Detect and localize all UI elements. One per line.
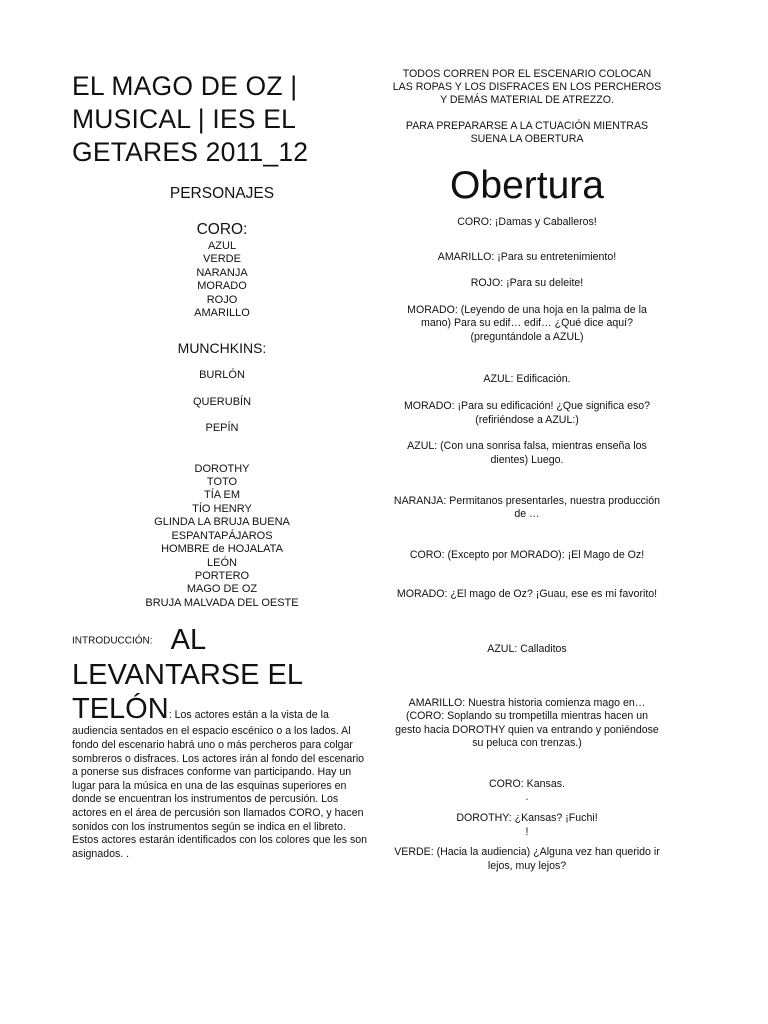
dialogue-mark: !	[525, 825, 529, 838]
obertura-heading: Obertura	[450, 164, 604, 207]
stage-direction-1: TODOS CORREN POR EL ESCENARIO COLOCAN LAS ROPAS Y LOS DISFRACES EN LOS PERCHEROS Y DEMÁS MATERIAL DE ATREZZO.	[392, 68, 662, 106]
cast-item: TÍO HENRY	[192, 502, 252, 515]
intro-heading-2: LEVANTARSE EL	[72, 659, 304, 692]
cast-item: QUERUBÍN	[192, 395, 252, 408]
others-list	[72, 463, 372, 610]
cast-item: TÍA EM	[203, 489, 241, 502]
cast-item: TOTO	[206, 476, 238, 489]
cast-item: PORTERO	[194, 569, 250, 582]
cast-item: AZUL	[207, 240, 237, 252]
intro-heading-1: AL	[170, 624, 207, 657]
cast-item: MORADO	[197, 280, 247, 293]
cast-item: BURLÓN	[199, 369, 245, 382]
dialogue-line: AZUL: Edificación.	[483, 372, 571, 385]
dialogue-line: AZUL: (Con una sonrisa falsa, mientras enseña los dientes) Luego.	[407, 440, 647, 466]
munchkins-list	[72, 369, 372, 435]
cast-item: PEPÍN	[205, 422, 239, 435]
cast-item: HOMBRE de HOJALATA	[161, 543, 283, 556]
cast-item: MAGO DE OZ	[186, 583, 258, 596]
cast-list	[72, 185, 372, 610]
dialogue-line: NARANJA: Permitanos presentarles, nuestra producción de …	[393, 494, 661, 521]
cast-item: GLINDA LA BRUJA BUENA	[154, 516, 290, 529]
right-column	[392, 68, 662, 873]
dialogue-line: CORO: Kansas.	[489, 777, 565, 790]
cast-item: BRUJA MALVADA DEL OESTE	[145, 596, 299, 609]
intro-section	[72, 624, 372, 861]
dialogue-line: AMARILLO: Nuestra historia comienza mago en…	[408, 696, 646, 709]
intro-heading-line-1	[72, 624, 372, 657]
dialogue-line: DOROTHY: ¿Kansas? ¡Fuchi!	[456, 812, 598, 825]
dialogue-line: AMARILLO: ¡Para su entretenimiento!	[437, 250, 617, 263]
dialogue-line: MORADO: ¿El mago de Oz? ¡Guau, ese es mi favorito!	[396, 588, 658, 601]
cast-item: ROJO	[206, 293, 238, 306]
cast-item: ESPANTAPÁJAROS	[171, 529, 273, 542]
intro-heading-3: TELÓN	[72, 693, 169, 726]
dialogue-line: CORO: ¡Damas y Caballeros!	[457, 216, 597, 228]
dialogue-line: VERDE: (Hacia la audiencia) ¿Alguna vez han querido ir lejos, muy lejos?	[394, 846, 660, 872]
dialogue-line: (CORO: Soplando su trompetilla mientras hacen un gesto hacia DOROTHY quien va entrando y poniéndose su peluca con trenzas.)	[395, 710, 659, 750]
intro-label: INTRODUCCIÓN:	[72, 635, 153, 647]
cast-item: NARANJA	[196, 266, 248, 279]
dialogue-line: MORADO: ¡Para su edificación! ¿Que significa eso? (refiriéndose a AZUL:)	[403, 400, 651, 426]
cast-item: AMARILLO	[194, 307, 250, 320]
dialogue-line: ROJO: ¡Para su deleite!	[470, 277, 584, 290]
intro-text: : Los actores están a la vista de la audiencia sentados en el espacio escénico o a los lados. Al fondo del escenario habrá uno o más percheros para colgar sombreros o disfraces. Los actores irán al fondo del escenario a ponerse sus disfraces conforme van participando. Hay un lugar para la música en una de las esquinas superiores en donde se encuentran los instrumentos de percusión. Los actores en el área de percusión son llamados CORO, y hacen sonidos con los instrumentos según se indica en el libreto. Estos actores estarán identificados con los colores que les son asignados. .	[72, 709, 368, 860]
dialogue-line: MORADO: (Leyendo de una hoja en la palma de la mano) Para su edif… edif… ¿Qué dice aquí? (preguntándole a AZUL)	[407, 303, 647, 343]
dialogue-line: CORO: (Excepto por MORADO): ¡El Mago de Oz!	[409, 548, 645, 561]
intro-paragraph	[72, 693, 372, 861]
cast-item: DOROTHY	[194, 462, 250, 475]
cast-item: VERDE	[203, 253, 241, 266]
page-title: EL MAGO DE OZ | MUSICAL | IES EL GETARES 2011_12	[72, 71, 309, 167]
coro-heading: CORO:	[196, 221, 248, 238]
stage-direction-2: PARA PREPARARSE A LA CTUACIÓN MIENTRAS SUENA LA OBERTURA	[405, 120, 649, 145]
left-column	[72, 70, 372, 861]
coro-list	[72, 240, 372, 320]
cast-item: LEÓN	[207, 556, 237, 569]
personajes-heading: PERSONAJES	[169, 185, 275, 202]
dialogue-dot: .	[525, 791, 529, 804]
dialogue-line: AZUL: Calladitos	[487, 642, 567, 655]
munchkins-heading: MUNCHKINS:	[177, 340, 267, 357]
